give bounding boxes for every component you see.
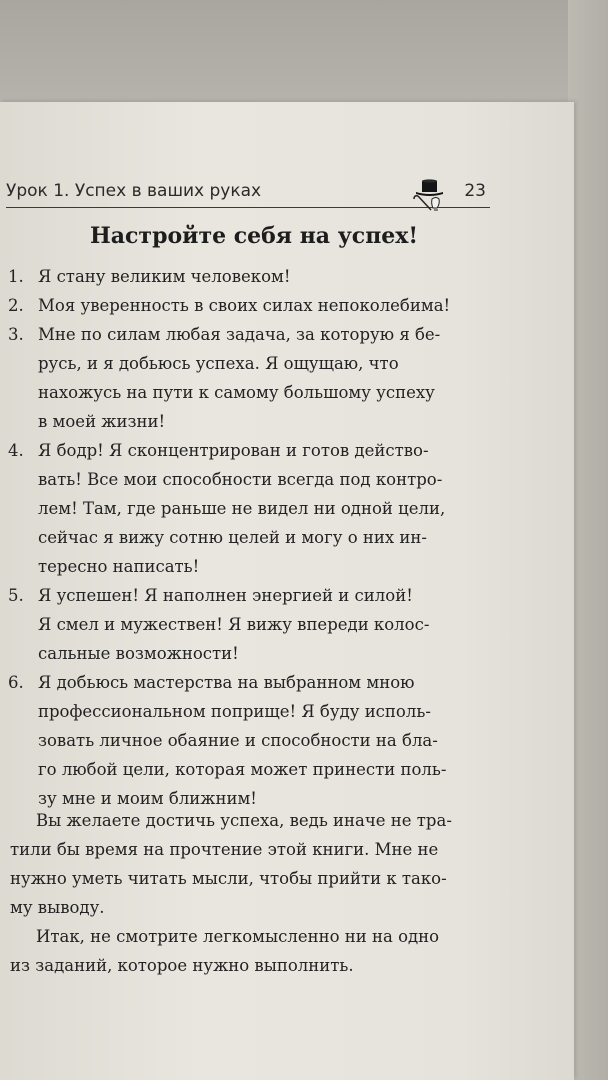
text-line: Я смел и мужествен! Я вижу впереди колос-: [38, 615, 430, 634]
text-line: русь, и я добьюсь успеха. Я ощущаю, что: [38, 354, 399, 373]
text-line: вать! Все мои способности всегда под контро-: [38, 470, 443, 489]
text-line: сальные возможности!: [38, 644, 239, 663]
list-number: 1.: [8, 267, 24, 286]
list-item: [8, 436, 486, 581]
list-item: [8, 320, 486, 436]
text-line: нужно уметь читать мысли, чтобы прийти к тако-: [10, 869, 447, 888]
text-line: Я добьюсь мастерства на выбранном мною: [38, 673, 415, 692]
page-number: 23: [464, 181, 486, 201]
text-line: лем! Там, где раньше не видел ни одной цели,: [38, 499, 446, 518]
paragraph: [10, 922, 486, 980]
text-line: тересно написать!: [38, 557, 200, 576]
section-title: Настройте себя на успех!: [90, 223, 419, 249]
text-line: го любой цели, которая может принести поль-: [38, 760, 447, 779]
text-line: в моей жизни!: [38, 412, 166, 431]
paragraph: [10, 806, 486, 922]
text-line: зовать личное обаяние и способности на бла-: [38, 731, 438, 750]
list-item: [8, 668, 486, 813]
text-line: Я бодр! Я сконцентрирован и готов действо-: [38, 441, 429, 460]
body-text: [10, 806, 486, 980]
text-line: из заданий, которое нужно выполнить.: [10, 956, 354, 975]
list-number: 2.: [8, 296, 24, 315]
text-line: му выводу.: [10, 898, 105, 917]
affirmations-list: [8, 262, 486, 813]
list-item: [8, 581, 486, 668]
text-line: Мне по силам любая задача, за которую я бе-: [38, 325, 441, 344]
text-line: Моя уверенность в своих силах непоколебима!: [38, 296, 451, 315]
text-line: Итак, не смотрите легкомысленно ни на одно: [36, 927, 440, 946]
background-top: [0, 0, 608, 105]
top-hat-icon: [408, 177, 456, 217]
list-number: 3.: [8, 325, 24, 344]
background-right: [568, 0, 608, 1080]
running-title: Урок 1. Успех в ваших руках: [6, 181, 262, 201]
list-number: 6.: [8, 673, 24, 692]
list-item: [8, 291, 486, 320]
text-line: Я успешен! Я наполнен энергией и силой!: [38, 586, 413, 605]
page-header: [6, 181, 490, 211]
text-line: Я стану великим человеком!: [38, 267, 291, 286]
list-item: [8, 262, 486, 291]
text-line: тили бы время на прочтение этой книги. Мне не: [10, 840, 439, 859]
text-line: зу мне и моим ближним!: [38, 789, 257, 808]
list-number: 5.: [8, 586, 24, 605]
text-line: сейчас я вижу сотню целей и могу о них ин-: [38, 528, 427, 547]
list-number: 4.: [8, 441, 24, 460]
text-line: Вы желаете достичь успеха, ведь иначе не тра-: [36, 811, 452, 830]
text-line: профессиональном поприще! Я буду исполь-: [38, 702, 431, 721]
text-line: нахожусь на пути к самому большому успеху: [38, 383, 435, 402]
